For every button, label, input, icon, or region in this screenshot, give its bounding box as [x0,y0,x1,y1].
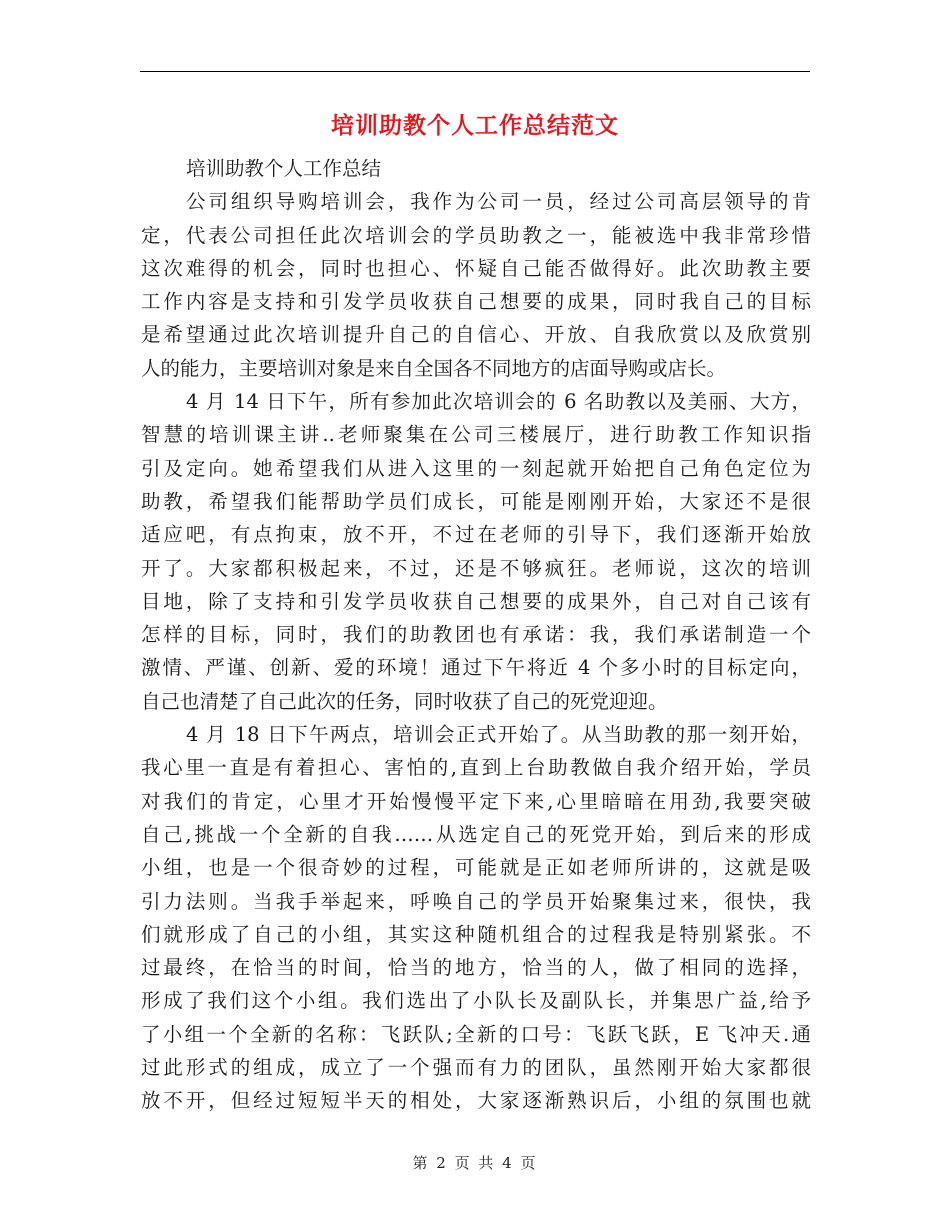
paragraph-line: 了小组一个全新的名称：飞跃队;全新的口号：飞跃飞跃，E 飞冲天.通 [141,1022,811,1046]
paragraph-line: 引力法则。当我手举起来，呼唤自己的学员开始聚集过来，很快，我 [141,889,811,913]
paragraph-line: 是希望通过此次培训提升自己的自信心、开放、自我欣赏以及欣赏别 [141,323,811,347]
paragraph-line: 放不开，但经过短短半天的相处，大家逐渐熟识后，小组的氛围也就 [141,1089,811,1113]
paragraph-line: 们就形成了自己的小组，其实这种随机组合的过程我是特别紧张。不 [141,922,811,946]
paragraph-line: 智慧的培训课主讲..老师聚集在公司三楼展厅，进行助教工作知识指 [141,423,811,447]
paragraph-line: 我心里一直是有着担心、害怕的,直到上台助教做自我介绍开始，学员 [141,756,811,780]
paragraph-line: 自己,挑战一个全新的自我……从选定自己的死党开始，到后来的形成 [141,822,811,846]
paragraph-line: 4 月 18 日下午两点，培训会正式开始了。从当助教的那一刻开始， [186,723,811,747]
document-title: 培训助教个人工作总结范文 [331,112,619,139]
paragraph-line: 适应吧，有点拘束，放不开，不过在老师的引导下，我们逐渐开始放 [141,523,811,547]
paragraph-line: 公司组织导购培训会，我作为公司一员，经过公司高层领导的肯 [186,190,811,214]
paragraph-line: 小组，也是一个很奇妙的过程，可能就是正如老师所讲的，这就是吸 [141,856,811,880]
paragraph-line: 自己也清楚了自己此次的任务，同时收获了自己的死党迎迎。 [141,689,668,713]
header-rule [140,71,810,72]
paragraph-line: 定，代表公司担任此次培训会的学员助教之一，能被选中我非常珍惜 [141,223,811,247]
paragraph-line: 4 月 14 日下午，所有参加此次培训会的 6 名助教以及美丽、大方， [186,390,811,414]
paragraph-line: 助教，希望我们能帮助学员们成长，可能是刚刚开始，大家还不是很 [141,489,811,513]
paragraph-line: 工作内容是支持和引发学员收获自己想要的成果，同时我自己的目标 [141,290,811,314]
paragraph-line: 形成了我们这个小组。我们选出了小队长及副队长，并集思广益,给予 [141,989,811,1013]
paragraph-line: 开了。大家都积极起来，不过，还是不够疯狂。老师说，这次的培训 [141,556,811,580]
paragraph-line: 引及定向。她希望我们从进入这里的一刻起就开始把自己角色定位为 [141,456,811,480]
paragraph-line: 过此形式的组成，成立了一个强而有力的团队，虽然刚开始大家都很 [141,1056,811,1080]
document-body [141,152,811,1118]
paragraph-line: 对我们的肯定，心里才开始慢慢平定下来,心里暗暗在用劲,我要突破 [141,789,811,813]
paragraph-line: 怎样的目标，同时，我们的助教团也有承诺：我，我们承诺制造一个 [141,623,811,647]
paragraph-line: 过最终，在恰当的时间，恰当的地方，恰当的人，做了相同的选择， [141,956,811,980]
subtitle-line: 培训助教个人工作总结 [186,157,382,180]
paragraph-line: 这次难得的机会，同时也担心、怀疑自己能否做得好。此次助教主要 [141,256,811,280]
paragraph-line: 人的能力，主要培训对象是来自全国各不同地方的店面导购或店长。 [141,356,727,380]
paragraph-line: 激情、严谨、创新、爱的环境！通过下午将近 4 个多小时的目标定向， [141,656,811,680]
paragraph-line: 目地，除了支持和引发学员收获自己想要的成果外，自己对自己该有 [141,589,811,613]
page-footer: 第 2 页 共 4 页 [412,1154,538,1172]
